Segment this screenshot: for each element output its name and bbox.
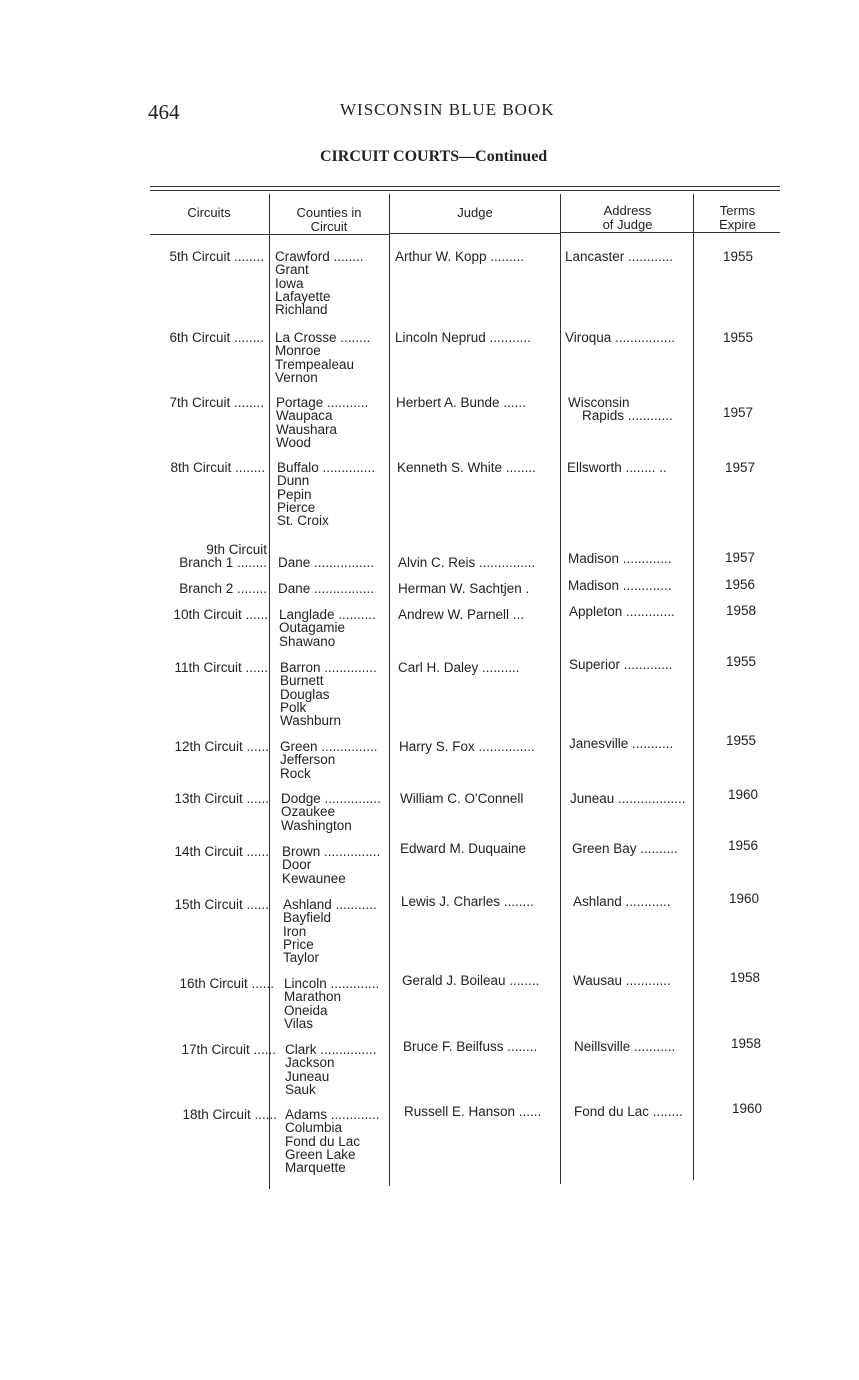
judge-address: Lancaster ............ [565, 249, 674, 264]
counties-list: Brown ............... Door Kewaunee [282, 844, 381, 886]
judge-name: Andrew W. Parnell ... [398, 607, 525, 622]
header-rule-right [560, 232, 780, 233]
section-title: CIRCUIT COURTS—Continued [320, 148, 548, 165]
term-expire: 1957 [724, 550, 756, 565]
counties-list: Dodge ............... Ozaukee Washington [281, 791, 381, 833]
judge-name: William C. O'Connell [400, 791, 524, 806]
judge-name: Russell E. Hanson ...... [404, 1104, 542, 1119]
judge-address: Green Bay .......... [572, 841, 678, 856]
judge-name: Herman W. Sachtjen . [398, 581, 530, 596]
col-header-circuits: Circuits [187, 205, 231, 220]
counties-list: Langlade .......... Outagamie Shawano [279, 607, 376, 649]
term-expire: 1956 [724, 577, 756, 592]
term-expire: 1958 [725, 603, 757, 618]
circuit-name: 12th Circuit ...... [174, 739, 269, 754]
judge-address: Neillsville ........... [574, 1039, 676, 1054]
counties-list: Barron .............. Burnett Douglas Polk Washburn [280, 660, 377, 729]
judge-name: Arthur W. Kopp ......... [395, 249, 525, 264]
counties-list: Dane ................ [278, 555, 375, 570]
term-expire: 1958 [730, 1036, 762, 1051]
judge-address: Ashland ............ [573, 894, 671, 909]
judge-address: Juneau .................. [570, 791, 686, 806]
circuit-name: 9th Circuit Branch 1 ........ [179, 542, 267, 571]
circuit-name: 15th Circuit ...... [174, 897, 269, 912]
circuit-name: 18th Circuit ...... [182, 1107, 277, 1122]
circuit-name: 14th Circuit ...... [174, 844, 269, 859]
col-header-terms: Terms Expire [719, 203, 756, 232]
circuit-name: 5th Circuit ........ [169, 249, 264, 264]
term-expire: 1960 [727, 787, 759, 802]
page-number: 464 [148, 100, 180, 124]
col-header-address: Address of Judge [602, 203, 653, 232]
judge-name: Harry S. Fox ............... [399, 739, 535, 754]
counties-list: Crawford ........ Grant Iowa Lafayette Richland [275, 249, 364, 318]
circuit-name: 16th Circuit ...... [179, 976, 274, 991]
counties-list: Lincoln ............. Marathon Oneida Vilas [284, 976, 380, 1031]
term-expire: 1955 [725, 733, 757, 748]
circuit-name: 11th Circuit ...... [174, 660, 268, 675]
column-divider-1 [269, 194, 270, 1189]
header-rule-judge [390, 233, 560, 234]
book-title: WISCONSIN BLUE BOOK [340, 100, 555, 119]
term-expire: 1955 [725, 654, 757, 669]
judge-address: Appleton ............. [569, 604, 675, 619]
term-expire: 1960 [731, 1101, 763, 1116]
judge-address: Wisconsin Rapids ............ [568, 395, 673, 424]
judge-name: Carl H. Daley .......... [398, 660, 520, 675]
term-expire: 1958 [729, 970, 761, 985]
circuit-name: 8th Circuit ........ [170, 460, 265, 475]
counties-list: La Crosse ........ Monroe Trempealeau Vernon [275, 330, 371, 385]
counties-list: Ashland ........... Bayfield Iron Price Taylor [283, 897, 377, 966]
counties-list: Clark ............... Jackson Juneau Sauk [285, 1042, 377, 1097]
counties-list: Portage ........... Waupaca Waushara Wood [276, 395, 369, 450]
circuit-name: 10th Circuit ...... [173, 607, 268, 622]
judge-address: Ellsworth ........ .. [567, 460, 667, 475]
judge-name: Gerald J. Boileau ........ [402, 973, 540, 988]
circuit-name: 7th Circuit ........ [169, 395, 264, 410]
judge-name: Lincoln Neprud ........... [395, 330, 531, 345]
term-expire: 1957 [722, 405, 754, 420]
judge-address: Superior ............. [569, 657, 673, 672]
term-expire: 1955 [722, 330, 754, 345]
column-divider-3 [560, 194, 561, 1184]
judge-name: Alvin C. Reis ............... [398, 555, 536, 570]
term-expire: 1957 [724, 460, 756, 475]
judge-name: Kenneth S. White ........ [397, 460, 536, 475]
judge-address: Wausau ............ [573, 973, 671, 988]
judge-address: Janesville ........... [569, 736, 674, 751]
top-double-rule-1 [150, 186, 780, 187]
circuit-name: 17th Circuit ...... [181, 1042, 276, 1057]
judge-name: Edward M. Duquaine [400, 841, 527, 856]
counties-list: Green ............... Jefferson Rock [280, 739, 378, 781]
top-double-rule-2 [150, 190, 780, 191]
counties-list: Buffalo .............. Dunn Pepin Pierce St. Croix [277, 460, 376, 529]
column-divider-2 [389, 194, 390, 1186]
col-header-counties: Counties in Circuit [296, 205, 362, 234]
judge-name: Bruce F. Beilfuss ........ [403, 1039, 538, 1054]
judge-address: Fond du Lac ........ [574, 1104, 683, 1119]
term-expire: 1960 [728, 891, 760, 906]
circuit-name: 13th Circuit ...... [174, 791, 269, 806]
judge-name: Lewis J. Charles ........ [401, 894, 534, 909]
counties-list: Dane ................ [278, 581, 375, 596]
judge-address: Madison ............. [568, 578, 672, 593]
judge-address: Viroqua ................ [565, 330, 676, 345]
judge-address: Madison ............. [568, 551, 672, 566]
circuit-name: Branch 2 ........ [179, 581, 267, 596]
header-rule-left [150, 234, 390, 235]
term-expire: 1956 [727, 838, 759, 853]
circuit-name: 6th Circuit ........ [169, 330, 264, 345]
term-expire: 1955 [722, 249, 754, 264]
counties-list: Adams ............. Columbia Fond du Lac Green Lake Marquette [285, 1107, 380, 1176]
col-header-judge: Judge [457, 205, 493, 220]
column-divider-4 [693, 194, 694, 1180]
judge-name: Herbert A. Bunde ...... [396, 395, 526, 410]
